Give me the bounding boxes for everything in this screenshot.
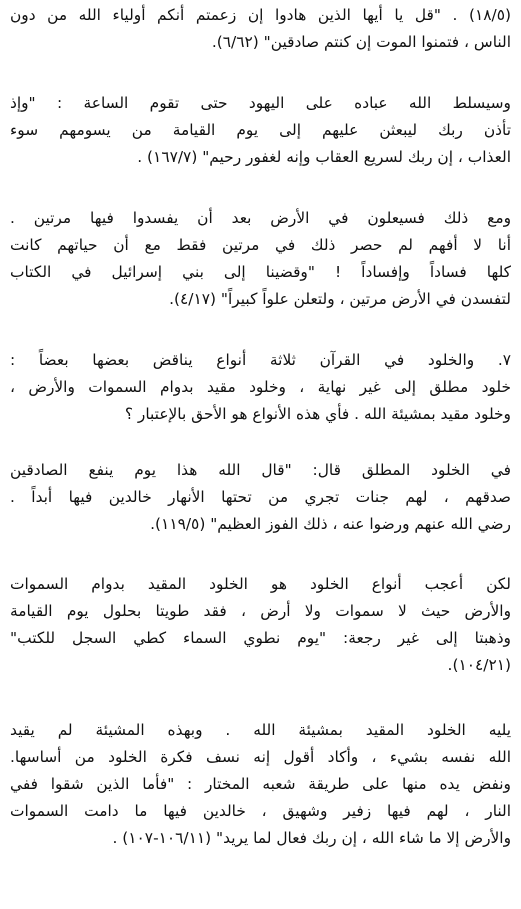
text-line: لتفسدن في الأرض مرتين ، ولتعلن علواً كبيراً" (٤/١٧).: [169, 290, 511, 308]
text-line: كلها فساداً وإفساداً ! "وقضينا إلى بني إسرائيل في الكتاب: [10, 263, 511, 281]
paragraph-1: [10, 2, 511, 56]
paragraph-7: [10, 717, 511, 852]
text-line: يليه الخلود المقيد بمشيئة الله . وبهذه المشيئة لم يقيد: [10, 721, 511, 739]
text-line: في الخلود المطلق قال: "قال الله هذا يوم ينفع الصادقين: [10, 461, 511, 479]
text-line: (١٠٤/٢١).: [447, 656, 511, 674]
paragraph-4: [10, 347, 511, 428]
text-line: الله نفسه بشيء ، وأكاد أقول إنه نسف فكرة الخلود من أساسها.: [10, 748, 511, 766]
text-line: وسيسلط الله عباده على اليهود حتى تقوم الساعة : "وإذ: [10, 94, 511, 112]
text-line: (١٨/٥) . "قل يا أيها الذين هادوا إن زعمتم أنكم أولياء الله من دون: [10, 6, 511, 24]
text-line: الناس ، فتمنوا الموت إن كنتم صادقين" (٦/٦٢).: [211, 33, 511, 51]
text-line: النار ، لهم فيها زفير وشهيق ، خالدين فيها ما دامت السموات: [10, 802, 511, 820]
paragraph-3: [10, 205, 511, 313]
paragraph-6: [10, 571, 511, 679]
text-line: رضي الله عنهم ورضوا عنه ، ذلك الفوز العظيم" (١١٩/٥).: [150, 515, 511, 533]
text-line: تأذن ربك ليبعثن عليهم إلى يوم القيامة من يسومهم سوء: [10, 121, 511, 139]
text-line: صدقهم ، لهم جنات تجري من تحتها الأنهار خالدين فيها أبداً .: [10, 488, 511, 506]
text-line: وذهبتا إلى غير رجعة: "يوم نطوي السماء كطي السجل للكتب": [10, 629, 511, 647]
text-line: ونفض يده منها على طريقة شعبه المختار : "فأما الذين شقوا ففي: [10, 775, 511, 793]
text-line: والأرض إلا ما شاء الله ، إن ربك فعال لما يريد" (١٠٦/١١-١٠٧) .: [112, 829, 511, 847]
text-line: لكن أعجب أنواع الخلود هو الخلود المقيد بدوام السموات: [10, 575, 511, 593]
text-line: أنا لا أفهم لم حصر ذلك في مرتين فقط مع أن حياتهم كانت: [10, 236, 511, 254]
text-line: ٧. والخلود في القرآن ثلاثة أنواع يناقض بعضها بعضاً :: [10, 351, 511, 369]
text-line: العذاب ، إن ربك لسريع العقاب وإنه لغفور رحيم" (١٦٧/٧) .: [137, 148, 511, 166]
paragraph-5: [10, 457, 511, 538]
text-line: والأرض حيث لا سموات ولا أرض ، فقد طويتا بحلول يوم القيامة: [10, 602, 511, 620]
text-line: خلود مطلق إلى غير نهاية ، وخلود مقيد بدوام السموات والأرض ،: [10, 378, 511, 396]
paragraph-2: [10, 90, 511, 171]
text-line: ومع ذلك فسيعلون في الأرض بعد أن يفسدوا فيها مرتين .: [10, 209, 511, 227]
text-line: وخلود مقيد بمشيئة الله . فأي هذه الأنواع هو الأحق بالإعتبار ؟: [124, 405, 511, 423]
